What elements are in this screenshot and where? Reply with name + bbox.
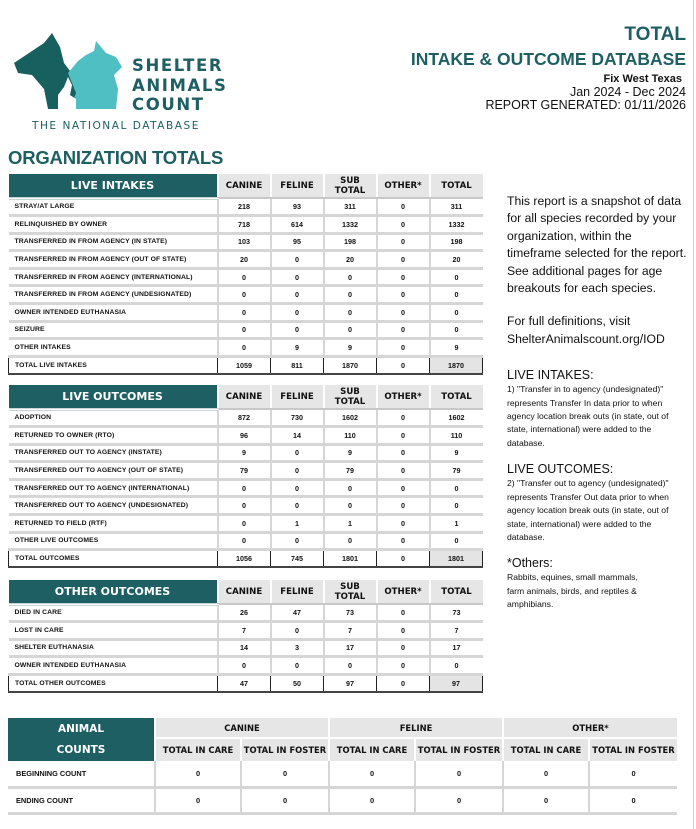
- cell-value: 0: [430, 657, 483, 675]
- cell-value: 0: [377, 657, 430, 675]
- cell-value: 745: [271, 550, 324, 568]
- notes-panel: [507, 193, 687, 612]
- cell-value: 0: [324, 304, 377, 322]
- other-outcomes-table: [8, 580, 483, 693]
- row-label: OTHER INTAKES: [9, 339, 218, 357]
- cell-value: 0: [271, 532, 324, 550]
- cell-value: 9: [430, 339, 483, 357]
- cell-value: 0: [271, 462, 324, 480]
- cell-value: 0: [377, 444, 430, 462]
- cell-value: 0: [415, 787, 503, 813]
- row-label: TRANSFERRED OUT TO AGENCY (UNDESIGNATED): [9, 497, 218, 515]
- cell-value: 0: [377, 268, 430, 286]
- cell-value: 1602: [430, 409, 483, 427]
- cell-value: 198: [324, 233, 377, 251]
- cell-value: 0: [271, 268, 324, 286]
- cell-value: 47: [271, 604, 324, 622]
- dog-cat-rabbit-icon: [14, 33, 134, 115]
- cell-value: 0: [155, 761, 241, 787]
- column-header: CANINE: [218, 385, 271, 409]
- cell-value: 730: [271, 409, 324, 427]
- logo-tagline: THE NATIONAL DATABASE: [32, 120, 200, 132]
- row-label: STRAY/AT LARGE: [9, 198, 218, 216]
- other-outcomes-heading: OTHER OUTCOMES: [9, 580, 218, 604]
- column-header: SUB TOTAL: [324, 174, 377, 198]
- cell-value: 1332: [430, 216, 483, 234]
- table-row: [9, 321, 483, 339]
- cell-value: 1801: [430, 550, 483, 568]
- table-row: [9, 479, 483, 497]
- cell-value: 0: [503, 761, 589, 787]
- table-row: [9, 639, 483, 657]
- cell-value: 0: [218, 286, 271, 304]
- cell-value: 103: [218, 233, 271, 251]
- cell-value: 20: [218, 251, 271, 269]
- cell-value: 97: [324, 674, 377, 692]
- cell-value: 9: [324, 339, 377, 357]
- cell-value: 0: [271, 321, 324, 339]
- table-row: [9, 444, 483, 462]
- shelter-animals-count-logo: [14, 33, 234, 133]
- cell-value: 0: [377, 515, 430, 533]
- live-outcomes-heading: LIVE OUTCOMES: [9, 385, 218, 409]
- notes-live-intakes-text: 1) "Transfer in to agency (undesignated)" represents Transfer In data prior to when agency location break outs (in state, out of state, international) were added to the database.: [507, 384, 669, 448]
- cell-value: 0: [377, 639, 430, 657]
- row-label: TOTAL LIVE INTAKES: [9, 356, 218, 374]
- cell-value: 0: [377, 479, 430, 497]
- cell-value: 7: [324, 622, 377, 640]
- cell-value: 0: [271, 304, 324, 322]
- row-label: TRANSFERRED OUT TO AGENCY (OUT OF STATE): [9, 462, 218, 480]
- animal-counts-heading-line2: COUNTS: [56, 743, 106, 756]
- cell-value: 0: [329, 787, 415, 813]
- table-row: [9, 286, 483, 304]
- cell-value: 1602: [324, 409, 377, 427]
- cell-value: 0: [377, 356, 430, 374]
- table-row: [9, 462, 483, 480]
- notes-definitions-prefix: For full definitions, visit: [507, 314, 631, 329]
- cell-value: 872: [218, 409, 271, 427]
- row-label: TRANSFERRED IN FROM AGENCY (IN STATE): [9, 233, 218, 251]
- cell-value: 0: [241, 761, 329, 787]
- row-label: TOTAL OUTCOMES: [9, 550, 218, 568]
- cell-value: 0: [430, 532, 483, 550]
- table-row: [9, 268, 483, 286]
- cell-value: 79: [324, 462, 377, 480]
- cell-value: 1056: [218, 550, 271, 568]
- cell-value: 9: [218, 444, 271, 462]
- cell-value: 9: [271, 339, 324, 357]
- cell-value: 0: [377, 497, 430, 515]
- row-label: SEIZURE: [9, 321, 218, 339]
- cell-value: 20: [324, 251, 377, 269]
- species-header-other: OTHER*: [503, 718, 677, 738]
- report-title: TOTAL: [624, 24, 686, 45]
- cell-value: 7: [430, 622, 483, 640]
- column-header: TOTAL: [430, 385, 483, 409]
- column-header: OTHER*: [377, 174, 430, 198]
- cell-value: 0: [155, 787, 241, 813]
- notes-live-outcomes-text: 2) "Transfer out to agency (undesignated)" represents Transfer Out data prior to when agency location break outs (in state, out of state, international) were added to the database.: [507, 478, 669, 542]
- cell-value: 0: [377, 304, 430, 322]
- row-label: ADOPTION: [9, 409, 218, 427]
- animal-counts-heading-line1: ANIMAL: [57, 722, 105, 735]
- column-header: FELINE: [271, 385, 324, 409]
- animal-counts-table: [8, 718, 677, 815]
- cell-value: 0: [377, 462, 430, 480]
- cell-value: 26: [218, 604, 271, 622]
- table-row: [9, 251, 483, 269]
- cell-value: 79: [430, 462, 483, 480]
- cell-value: 0: [271, 622, 324, 640]
- table-row: [9, 409, 483, 427]
- cell-value: 3: [271, 639, 324, 657]
- date-range: Jan 2024 - Dec 2024: [569, 85, 686, 99]
- cell-value: 110: [430, 427, 483, 445]
- cell-value: 0: [430, 304, 483, 322]
- cell-value: 0: [218, 304, 271, 322]
- row-label: BEGINNING COUNT: [8, 761, 155, 787]
- table-row: [8, 787, 677, 813]
- page-edge-line: [693, 0, 694, 829]
- feline-total-in-care-header: TOTAL IN CARE: [329, 738, 415, 761]
- table-row: [9, 304, 483, 322]
- cell-value: 95: [271, 233, 324, 251]
- cell-value: 0: [324, 286, 377, 304]
- cell-value: 0: [377, 286, 430, 304]
- cell-value: 0: [271, 444, 324, 462]
- cell-value: 1870: [430, 356, 483, 374]
- canine-total-in-care-header: TOTAL IN CARE: [155, 738, 241, 761]
- column-header: TOTAL: [430, 580, 483, 604]
- cell-value: 50: [271, 674, 324, 692]
- cell-value: 811: [271, 356, 324, 374]
- cell-value: 0: [430, 497, 483, 515]
- cell-value: 73: [430, 604, 483, 622]
- table-row: [9, 198, 483, 216]
- table-row: [9, 216, 483, 234]
- column-header: FELINE: [271, 174, 324, 198]
- cell-value: 0: [430, 321, 483, 339]
- row-label: OWNER INTENDED EUTHANASIA: [9, 304, 218, 322]
- table-row: [8, 761, 677, 787]
- cell-value: 14: [271, 427, 324, 445]
- column-header: OTHER*: [377, 580, 430, 604]
- cell-value: 9: [324, 444, 377, 462]
- cell-value: 0: [377, 216, 430, 234]
- cell-value: 17: [430, 639, 483, 657]
- logo-line-count: COUNT: [132, 95, 205, 114]
- cell-value: 0: [377, 550, 430, 568]
- cell-value: 0: [503, 787, 589, 813]
- logo-wordmark: [132, 56, 228, 115]
- row-label: RETURNED TO FIELD (RTF): [9, 515, 218, 533]
- row-label: LOST IN CARE: [9, 622, 218, 640]
- row-label: TOTAL OTHER OUTCOMES: [9, 674, 218, 692]
- cell-value: 311: [430, 198, 483, 216]
- cell-value: 0: [271, 497, 324, 515]
- row-label: OWNER INTENDED EUTHANASIA: [9, 657, 218, 675]
- total-row: [9, 356, 483, 374]
- row-label: TRANSFERRED OUT TO AGENCY (INSTATE): [9, 444, 218, 462]
- cell-value: 47: [218, 674, 271, 692]
- definitions-link[interactable]: ShelterAnimalscount.org/IOD: [507, 331, 665, 346]
- cell-value: 0: [377, 604, 430, 622]
- cell-value: 0: [324, 497, 377, 515]
- logo-line-animals: ANIMALS: [132, 75, 228, 95]
- cell-value: 218: [218, 198, 271, 216]
- cell-value: 14: [218, 639, 271, 657]
- table-row: [9, 657, 483, 675]
- report-header: [411, 24, 686, 112]
- cell-value: 0: [271, 251, 324, 269]
- table-row: [9, 604, 483, 622]
- cell-value: 0: [377, 321, 430, 339]
- table-row: [9, 339, 483, 357]
- cell-value: 96: [218, 427, 271, 445]
- cell-value: 0: [377, 339, 430, 357]
- other-total-in-care-header: TOTAL IN CARE: [503, 738, 589, 761]
- cell-value: 0: [430, 479, 483, 497]
- cell-value: 0: [377, 233, 430, 251]
- cell-value: 93: [271, 198, 324, 216]
- notes-others-heading: *Others:: [507, 556, 553, 571]
- cell-value: 1: [271, 515, 324, 533]
- row-label: TRANSFERRED OUT TO AGENCY (INTERNATIONAL): [9, 479, 218, 497]
- cell-value: 0: [324, 657, 377, 675]
- cell-value: 1870: [324, 356, 377, 374]
- cell-value: 0: [271, 479, 324, 497]
- row-label: DIED IN CARE: [9, 604, 218, 622]
- cell-value: 79: [218, 462, 271, 480]
- live-intakes-heading: LIVE INTAKES: [9, 174, 218, 198]
- cell-value: 110: [324, 427, 377, 445]
- column-header: FELINE: [271, 580, 324, 604]
- cell-value: 0: [377, 532, 430, 550]
- cell-value: 0: [377, 622, 430, 640]
- cell-value: 20: [430, 251, 483, 269]
- other-total-in-foster-header: TOTAL IN FOSTER: [589, 738, 677, 761]
- cell-value: 0: [415, 761, 503, 787]
- cell-value: 311: [324, 198, 377, 216]
- row-label: OTHER LIVE OUTCOMES: [9, 532, 218, 550]
- cell-value: 0: [241, 787, 329, 813]
- canine-total-in-foster-header: TOTAL IN FOSTER: [241, 738, 329, 761]
- cell-value: 0: [271, 657, 324, 675]
- cell-value: 1: [430, 515, 483, 533]
- row-label: TRANSFERRED IN FROM AGENCY (UNDESIGNATED): [9, 286, 218, 304]
- cell-value: 0: [589, 787, 677, 813]
- column-header: SUB TOTAL: [324, 385, 377, 409]
- logo-line-shelter: SHELTER: [132, 56, 224, 75]
- organization-name: Fix West Texas: [603, 73, 682, 85]
- row-label: ENDING COUNT: [8, 787, 155, 813]
- table-row: [9, 497, 483, 515]
- column-header: SUB TOTAL: [324, 580, 377, 604]
- live-intakes-table: [8, 174, 483, 375]
- cell-value: 1059: [218, 356, 271, 374]
- table-row: [9, 532, 483, 550]
- cell-value: 0: [324, 321, 377, 339]
- cell-value: 0: [377, 409, 430, 427]
- table-row: [9, 427, 483, 445]
- table-row: [9, 622, 483, 640]
- cell-value: 7: [218, 622, 271, 640]
- table-row: [9, 233, 483, 251]
- notes-others-text: Rabbits, equines, small mammals, farm animals, birds, and reptiles & amphibians.: [507, 572, 638, 610]
- cell-value: 0: [218, 532, 271, 550]
- cell-value: 614: [271, 216, 324, 234]
- column-header: OTHER*: [377, 385, 430, 409]
- cell-value: 1332: [324, 216, 377, 234]
- total-row: [9, 550, 483, 568]
- cell-value: 0: [377, 198, 430, 216]
- cell-value: 198: [430, 233, 483, 251]
- cell-value: 0: [329, 761, 415, 787]
- row-label: RELINQUISHED BY OWNER: [9, 216, 218, 234]
- feline-total-in-foster-header: TOTAL IN FOSTER: [415, 738, 503, 761]
- cell-value: 0: [430, 286, 483, 304]
- live-outcomes-table: [8, 385, 483, 568]
- species-header-feline: FELINE: [329, 718, 503, 738]
- cell-value: 0: [218, 515, 271, 533]
- cell-value: 97: [430, 674, 483, 692]
- cell-value: 0: [324, 268, 377, 286]
- row-label: RETURNED TO OWNER (RTO): [9, 427, 218, 445]
- cell-value: 0: [271, 286, 324, 304]
- cell-value: 73: [324, 604, 377, 622]
- notes-live-intakes-heading: LIVE INTAKES:: [507, 368, 594, 383]
- cell-value: 0: [324, 479, 377, 497]
- cell-value: 0: [218, 657, 271, 675]
- section-title: ORGANIZATION TOTALS: [8, 147, 224, 168]
- cell-value: 718: [218, 216, 271, 234]
- cell-value: 0: [377, 427, 430, 445]
- row-label: TRANSFERRED IN FROM AGENCY (OUT OF STATE): [9, 251, 218, 269]
- cell-value: 0: [589, 761, 677, 787]
- row-label: SHELTER EUTHANASIA: [9, 639, 218, 657]
- row-label: TRANSFERRED IN FROM AGENCY (INTERNATIONAL): [9, 268, 218, 286]
- cell-value: 0: [324, 532, 377, 550]
- cell-value: 1: [324, 515, 377, 533]
- cell-value: 9: [430, 444, 483, 462]
- cell-value: 0: [218, 268, 271, 286]
- total-row: [9, 674, 483, 692]
- cell-value: 17: [324, 639, 377, 657]
- column-header: TOTAL: [430, 174, 483, 198]
- cell-value: 0: [430, 268, 483, 286]
- cell-value: 0: [218, 339, 271, 357]
- species-header-canine: CANINE: [155, 718, 329, 738]
- cell-value: 1801: [324, 550, 377, 568]
- column-header: CANINE: [218, 174, 271, 198]
- cell-value: 0: [377, 251, 430, 269]
- table-row: [9, 515, 483, 533]
- cell-value: 0: [377, 674, 430, 692]
- notes-intro: This report is a snapshot of data for all species recorded by your organization, within the timeframe selected for the report. See additional pages for age breakouts for each species.: [507, 194, 687, 296]
- animal-counts-heading: [8, 718, 155, 761]
- report-subtitle: INTAKE & OUTCOME DATABASE: [410, 49, 686, 69]
- report-generated-date: REPORT GENERATED: 01/11/2026: [485, 98, 686, 112]
- cell-value: 0: [218, 479, 271, 497]
- cell-value: 0: [218, 497, 271, 515]
- notes-live-outcomes-heading: LIVE OUTCOMES:: [507, 462, 614, 477]
- column-header: CANINE: [218, 580, 271, 604]
- cell-value: 0: [218, 321, 271, 339]
